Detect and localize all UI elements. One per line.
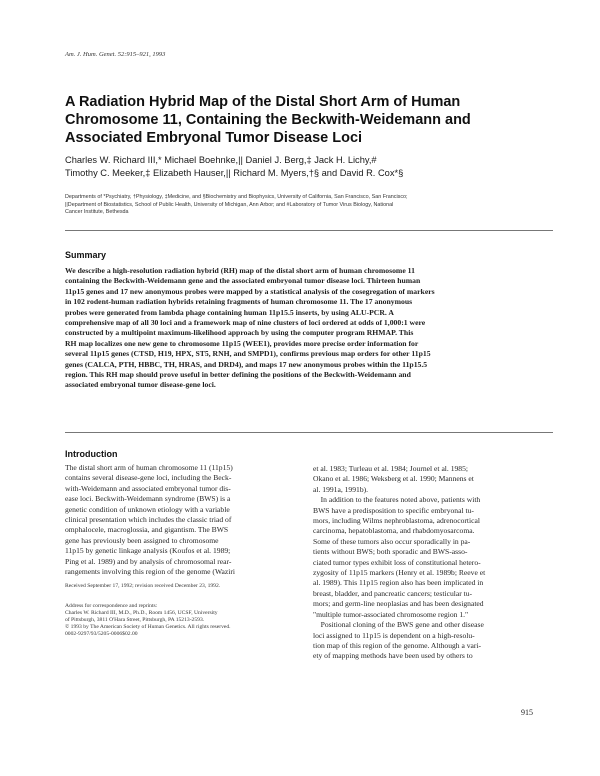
summary-line: region. This RH map should prove useful in better defining the positions of the Beckwith-Weidemann and <box>65 370 411 380</box>
affiliation-line: Cancer Institute, Bethesda <box>65 209 129 216</box>
affiliation-line: ||Department of Biostatistics, School of Public Health, University of Michigan, Ann Arbor; and #Laboratory of Tumor Virus Biology, National <box>65 201 394 208</box>
intro-line: clinical presentation which includes the classic triad of <box>65 515 232 525</box>
summary-line: associated embryonal tumor disease-gene loci. <box>65 380 216 390</box>
summary-line: We describe a high-resolution radiation hybrid (RH) map of the distal short arm of human chromosome 11 <box>65 266 415 275</box>
summary-heading: Summary <box>65 250 107 260</box>
intro-line: with-Weidemann and associated embryonal tumor dis- <box>65 483 231 493</box>
intro-line: breast, bladder, and pancreatic cancers; testicular tu- <box>313 588 473 598</box>
intro-line: Positional cloning of the BWS gene and other disease <box>313 620 484 630</box>
intro-line: Some of these tumors also occur sporadically in pa- <box>313 536 471 546</box>
intro-line: zygosity of 11p15 markers (Henry et al. 1989b; Reeve et <box>313 568 486 578</box>
intro-line: mors, including Wilms nephroblastoma, adrenocortical <box>313 516 480 526</box>
author-list <box>65 154 565 180</box>
intro-line: loci assigned to 11p15 is dependent on a high-resolu- <box>313 630 475 640</box>
affiliation-line: Departments of *Psychiatry, †Physiology, ‡Medicine, and §Biochemistry and Biophysics, University of California, San Francisco, San Francisco; <box>65 194 408 200</box>
intro-line: BWS have a predisposition to specific embryonal tu- <box>313 505 474 515</box>
intro-line: al. 1991a, 1991b). <box>313 484 369 494</box>
running-head: Am. J. Hum. Genet. 52:915–921, 1993 <box>65 51 166 58</box>
intro-line: mors; and germ-line neoplasias and has been designated <box>313 599 484 609</box>
footnote-line: Charles W. Richard III, M.D., Ph.D., Room 1456, UCSF, University <box>65 610 218 617</box>
header-divider <box>65 230 553 231</box>
summary-divider <box>65 432 553 433</box>
intro-line: tients without BWS; both sporadic and BWS-asso- <box>313 547 468 557</box>
title-line: A Radiation Hybrid Map of the Distal Short Arm of Human <box>65 94 461 110</box>
intro-line: omphalocele, macroglossia, and gigantism. The BWS <box>65 525 229 535</box>
summary-line: genes (CALCA, PTH, HBBC, TH, HRAS, and DRD4), and maps 17 new anonymous probes within the 11p15.5 <box>65 359 428 369</box>
introduction-heading: Introduction <box>65 449 118 459</box>
intro-line: Okano et al. 1986; Weksberg et al. 1990; Mannens et <box>313 474 474 484</box>
intro-line: tion map of this region of the genome. Although a vari- <box>313 640 482 650</box>
intro-line: contains several disease-gene loci, including the Beck- <box>65 473 232 483</box>
intro-line: 11p15 by genetic linkage analysis (Koufos et al. 1989; <box>65 546 231 556</box>
intro-line: ciated tumor types exhibit loss of constitutional hetero- <box>313 557 481 567</box>
article-title <box>65 93 565 147</box>
intro-line: "multiple tumor-associated chromosome region 1." <box>313 609 469 619</box>
summary-line: in 102 rodent-human radiation hybrids retaining fragments of human chromosome 11. The 17 anonymous <box>65 297 413 307</box>
intro-line: gene has previously been assigned to chromosome <box>65 535 219 545</box>
intro-line: In addition to the features noted above, patients with <box>313 495 481 505</box>
footnote-line: © 1993 by The American Society of Human Genetics. All rights reserved. <box>65 624 231 631</box>
footnote-line: 0002-9297/93/5205-0006$02.00 <box>65 631 138 638</box>
intro-line: rangements involving this region of the genome (Waziri <box>65 567 235 577</box>
author-line: Timothy C. Meeker,‡ Elizabeth Hauser,|| Richard M. Myers,†§ and David R. Cox*§ <box>65 168 404 178</box>
author-line: Charles W. Richard III,* Michael Boehnke,|| Daniel J. Berg,‡ Jack H. Lichy,# <box>65 155 377 165</box>
intro-line: The distal short arm of human chromosome 11 (11p15) <box>65 463 233 472</box>
intro-line: et al. 1983; Turleau et al. 1984; Journel et al. 1985; <box>313 464 469 473</box>
summary-line: probes were generated from lambda phage containing human 11p15.5 inserts, by using ALU-PCR. A <box>65 307 394 317</box>
summary-line: constructed by a multipoint maximum-likelihood approach by using the computer program RHMAP. This <box>65 328 414 338</box>
summary-line: comprehensive map of all 30 loci and a framework map of nine clusters of loci ordered at odds of 1,000:1 were <box>65 318 426 328</box>
title-line: Associated Embryonal Tumor Disease Loci <box>65 130 363 146</box>
intro-left-column <box>65 463 305 577</box>
summary-body <box>65 266 555 391</box>
intro-line: al. 1989). This 11p15 region also has been implicated in <box>313 578 484 588</box>
summary-line: 11p15 genes and 17 new anonymous probes were mapped by a statistical analysis of the cosegregation of markers <box>65 286 435 296</box>
intro-right-column <box>313 464 553 662</box>
footnote-line: Address for correspondence and reprints: <box>65 603 158 609</box>
intro-line: ease loci. Beckwith-Weidemann syndrome (BWS) is a <box>65 494 231 504</box>
affiliations <box>65 194 565 217</box>
correspondence-footnote <box>65 603 305 638</box>
title-line: Chromosome 11, Containing the Beckwith-Weidemann and <box>65 112 471 128</box>
intro-line: carcinoma, hepatoblastoma, and rhabdomyosarcoma. <box>313 526 475 536</box>
summary-line: several 11p15 genes (CTSD, H19, HPX, ST5, RNH, and SMPD1), confirms previous map orders for other 11p15 <box>65 349 431 359</box>
summary-line: RH map localizes one new gene to chromosome 11p15 (WEE1), provides more precise order information for <box>65 338 419 348</box>
page-number: 915 <box>521 708 533 717</box>
summary-line: containing the Beckwith-Weidemann gene and the associated embryonal tumor disease loci. Thirteen human <box>65 276 421 286</box>
intro-line: ety of mapping methods have been used by others to <box>313 651 473 661</box>
intro-line: genetic condition of unknown etiology with a variable <box>65 504 230 514</box>
intro-line: Ping et al. 1989) and by analysis of chromosomal rear- <box>65 556 232 566</box>
received-note: Received September 17, 1992; revision received December 23, 1992. <box>65 583 221 589</box>
footnote-line: of Pittsburgh, 3811 O'Hara Street, Pittsburgh, PA 15213-2593. <box>65 617 205 624</box>
